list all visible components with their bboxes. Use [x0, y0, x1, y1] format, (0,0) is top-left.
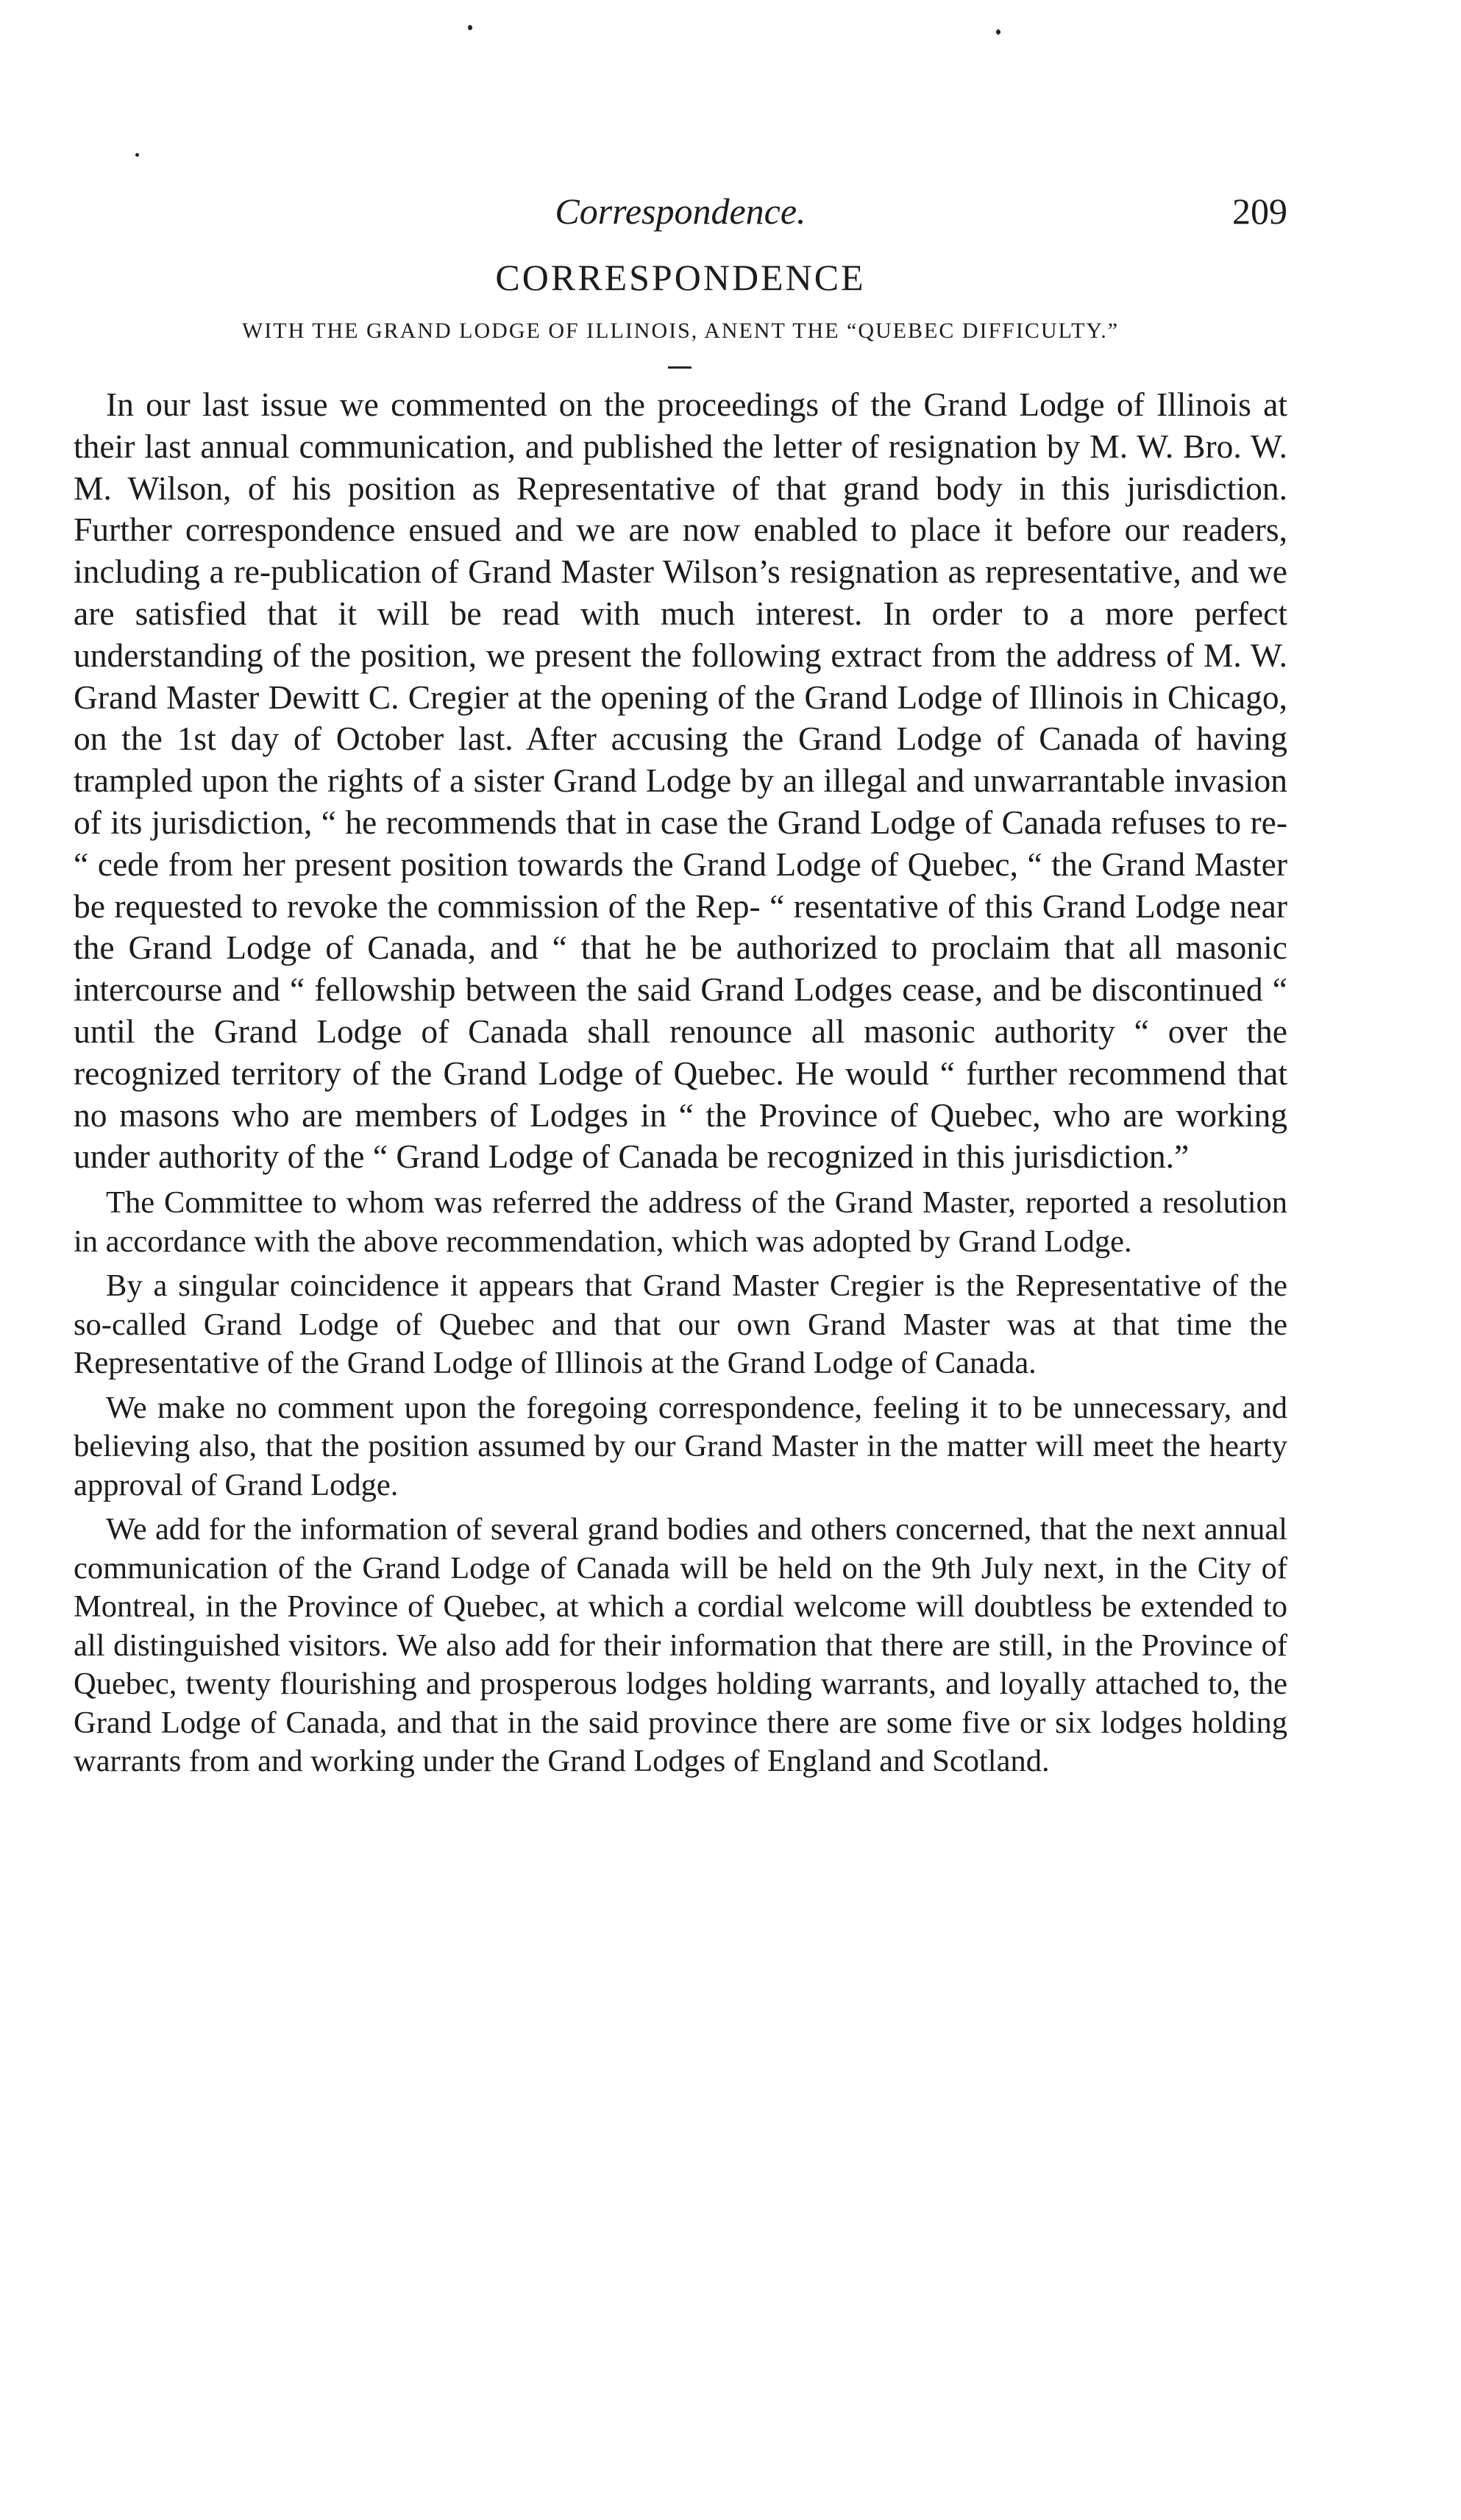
article-body [74, 384, 1287, 1781]
running-title: Correspondence. [555, 191, 806, 232]
article-title: CORRESPONDENCE [495, 257, 866, 298]
print-speck [468, 25, 472, 30]
print-speck [135, 153, 139, 157]
title-rule [668, 366, 692, 369]
paragraph: We make no comment upon the foregoing correspondence, feeling it to be unnecessary, and believing also, that the position assumed by our Grand Master in the matter will meet the hearty approval of Grand Lodge. [74, 1390, 1287, 1502]
page-number: 209 [1232, 191, 1287, 232]
print-speck [996, 29, 1000, 35]
paragraph: By a singular coincidence it appears that Grand Master Cregier is the Representative of the so-called Grand Lodge of Quebec and that our own Grand Master was at that time the Representative of the Grand Lodge of Illinois at the Grand Lodge of Canada. [74, 1268, 1287, 1381]
article-subtitle: WITH THE GRAND LODGE OF ILLINOIS, ANENT THE “QUEBEC DIFFICULTY.” [241, 319, 1120, 343]
paragraph: We add for the information of several grand bodies and others concerned, that the next annual communication of the Grand Lodge of Canada will be held on the 9th July next, in the City of Montreal, in the Province of Quebec, at which a cordial welcome will doubtless be extended to all distinguished visitors. We also add for their information that there are still, in the Province of Quebec, twenty flourishing and prosperous lodges holding warrants, and loyally attached to, the Grand Lodge of Canada, and that in the said province there are some five or six lodges holding warrants from and working under the Grand Lodges of England and Scotland. [74, 1512, 1287, 1779]
paragraph: The Committee to whom was referred the address of the Grand Master, reported a resolution in accordance with the above recommendation, which was adopted by Grand Lodge. [74, 1185, 1287, 1259]
paragraph: In our last issue we commented on the proceedings of the Grand Lodge of Illinois at their last annual communication, and published the letter of resignation by M. W. Bro. W. M. Wilson, of his position as Representative of that grand body in this jurisdiction. Further correspondence ensued and we are now enabled to place it before our readers, including a re-publication of Grand Master Wilson’s resignation as representative, and we are satisfied that it will be read with much interest. In order to a more perfect understanding of the position, we present the following extract from the address of M. W. Grand Master Dewitt C. Cregier at the opening of the Grand Lodge of Illinois in Chicago, on the 1st day of October last. After accusing the Grand Lodge of Canada of having trampled upon the rights of a sister Grand Lodge by an illegal and unwarrantable invasion of its jurisdiction, “ he recommends that in case the Grand Lodge of Canada refuses to re- “ cede from her present position towards the Grand Lodge of Quebec, “ the Grand Master be requested to revoke the commission of the Rep- “ resentative of this Grand Lodge near the Grand Lodge of Canada, and “ that he be authorized to proclaim that all masonic intercourse and “ fellowship between the said Grand Lodges cease, and be discontinued “ until the Grand Lodge of Canada shall renounce all masonic authority “ over the recognized territory of the Grand Lodge of Quebec. He would “ further recommend that no masons who are members of Lodges in “ the Province of Quebec, who are working under authority of the “ Grand Lodge of Canada be recognized in this jurisdiction.” [74, 386, 1287, 1176]
running-head [74, 185, 1287, 237]
